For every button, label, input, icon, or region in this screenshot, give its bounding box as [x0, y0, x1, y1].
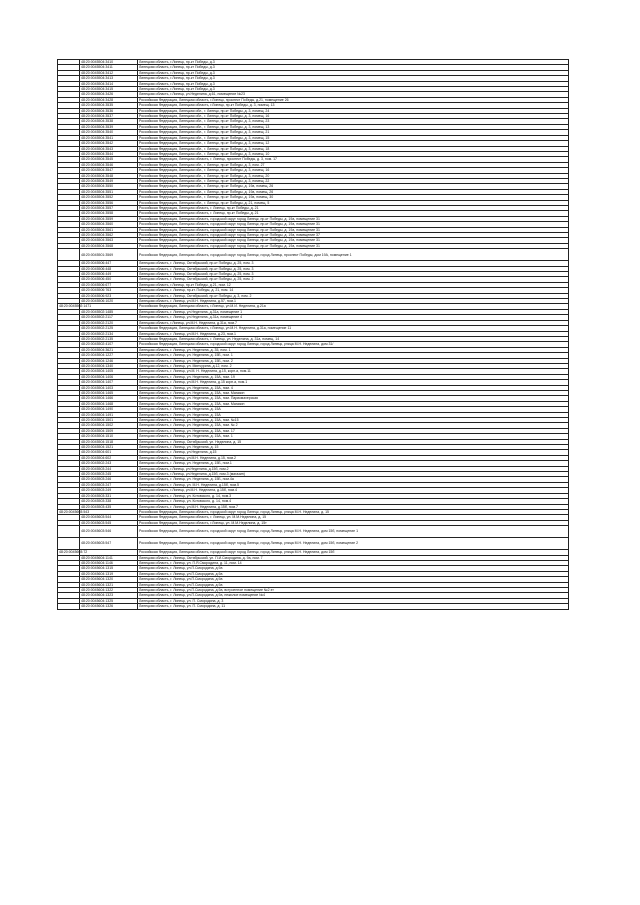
address-cell: Российская Федерация, Липецкая обл., г. Липецк, пр-кт Победы, д. 19а, помещ. 30 [138, 195, 569, 200]
cadastral-number-cell: 48:20:0045503:246 [80, 477, 138, 482]
cadastral-number-cell: 48:20:0045504:3621 [80, 347, 138, 352]
address-cell: Российская Федерация, Липецкая область, г.Липецк, ул.М.И. Неделина, д.21а [138, 304, 569, 309]
cadastral-number-cell: 48:20:0045504:3413 [80, 76, 138, 81]
cadastral-number-cell: 48:20:0045504:3546 [80, 162, 138, 167]
cadastral-number-cell: 48:20:0045506:450 [80, 277, 138, 282]
address-cell: Липецкая область, г. Липецк, ул. Неделина, д. 15Б, пом. 1 [138, 353, 569, 358]
address-cell: Липецкая область, г. Липецк, ул. Котовского, д. 14, пом.4 [138, 499, 569, 504]
cadastral-number-cell: 48:20:0045504:1518 [80, 439, 138, 444]
cadastral-number-cell: 48:20:0045504:1227 [80, 353, 138, 358]
cadastral-number-cell: 48:20:0045504:3559 [80, 216, 138, 221]
address-cell: Липецкая область, г. Липецк, Октябрьский, пр-кт Победы, д. 25, пом. 3 [138, 266, 569, 271]
address-cell: Липецкая область, г. Липецк, ул.М.Н. Неделина, д.15, пом.2 [138, 455, 569, 460]
cadastral-number-cell: 48:20:0045502:2120 [80, 320, 138, 325]
address-cell: Липецкая область, г. Липецк, ул. Неделина, д. 15 [138, 445, 569, 450]
cadastral-number-cell: 48:20:0045501:3569 [80, 249, 138, 261]
cadastral-number-cell: 48:20:0045604:1323 [80, 593, 138, 598]
address-cell: Российская Федерация, Липецкая область, городской округ город Липецк, пр-кт Победы, д. 19а, помещение 31 [138, 222, 569, 227]
address-cell: Российская Федерация, Липецкая область, городской округ город Липецк, пр-кт Победы, д. 19а, помещение 31 [138, 216, 569, 221]
cadastral-number-cell: 48:20:0045604:1321 [80, 582, 138, 587]
cadastral-number-cell: 48:20:0045604:1141 [80, 555, 138, 560]
cadastral-number-cell: 48:20:0045504:3551 [80, 189, 138, 194]
address-cell: Российская Федерация, Липецкая область, городской округ город Липецк, город Липецк, улица М.Н. Неделина, дом 15б, помещение 2 [138, 538, 569, 550]
address-cell: Липецкая область, г. Липецк, ул. Котовского, д. 14, пом.3 [138, 493, 569, 498]
cadastral-number-cell: 48:20:0045506:763 [80, 288, 138, 293]
address-cell: Липецкая область, г. Липецк, ул. Неделина, д. 15А, пом. 4 [138, 385, 569, 390]
address-cell: Российская Федерация, Липецкая обл., г. Липецк, пр-кт Победы, д. 3, помещ. 13 [138, 124, 569, 129]
address-cell: Российская Федерация, Липецкая область, г.Липецк, ул. М.М.Неделина, д. 15т [138, 520, 569, 525]
cadastral-number-cell: 48:20:0045504:1509 [80, 428, 138, 433]
cadastral-number-cell: 48:20:0045603:544 [80, 515, 138, 520]
cadastral-number-cell: 48:20:0045504:3544 [80, 151, 138, 156]
address-cell: Российская Федерация, Липецкая область, городской округ город Липецк, пр-кт Победы, д. 19а, помещение 37 [138, 233, 569, 238]
cadastral-number-cell: 48:20:0045504:3535 [80, 103, 138, 108]
address-cell: Липецкая область, г. Липецк, ул.М.Н. Неделина, д.15 корп.а, пом.1 [138, 380, 569, 385]
address-cell: Липецкая область, г. Липецк, ул.М.Н. Неделина, д.23, пом.1 [138, 331, 569, 336]
address-cell: Российская Федерация, Липецкая обл., г. Липецк, пр-кт Победы, д. 3, помещ. 12 [138, 141, 569, 146]
cadastral-number-cell: 48:20:0045604:1322 [80, 587, 138, 592]
address-cell: Российская Федерация, Липецкая обл., г. Липецк, пр-кт Победы, д. 3, помещ. 10 [138, 151, 569, 156]
address-cell: Липецкая область, г. Липецк, Октябрьский, пр-кт Победы, д. 25, пом. 3 [138, 261, 569, 266]
cadastral-number-cell: 48:20:0045503:247 [80, 482, 138, 487]
cadastral-number-cell: 48:20:0045504:3543 [80, 146, 138, 151]
cadastral-number-cell: 48:20:0045503:249 [80, 488, 138, 493]
address-cell: Липецкая область, г. Липецк, ул.М. Н. Неделина, д.15, корп.а, пом.11 [138, 369, 569, 374]
cadastral-number-cell: 48:20:0045504:3563 [80, 238, 138, 243]
cadastral-number-cell: 48:20:0045502:1485 [80, 309, 138, 314]
cadastral-number-cell: 48:20:0045502:4107 [80, 342, 138, 347]
cadastral-number-cell: 48:20:0045504:1466 [80, 396, 138, 401]
address-cell: Российская Федерация, Липецкая область, городской округ город Липецк, город Липецк, улица М.Н. Неделина, дом 31/ [138, 342, 569, 347]
address-cell: Липецкая область, г. Липецк, ул.П.Смородина, д.9а [138, 566, 569, 571]
cadastral-number-cell: 48:20:0045506:447 [80, 261, 138, 266]
address-cell: Российская Федерация, Липецкая область, г. Липецк, пр-кт Победы, д. 21 [138, 205, 569, 210]
address-cell: Липецкая область, г. Липецк, ул.П.Смородина, д.9а [138, 582, 569, 587]
cadastral-number-cell: 48:20:0045504:3537 [80, 114, 138, 119]
address-cell: Липецкая область, г. Липецк, Октябрьский, пр-кт Победы, д. 25, пом. 3 [138, 272, 569, 277]
address-cell: Российская Федерация, Липецкая обл., г. Липецк, пр-кт Победы, д. 3, помещ. 22 [138, 178, 569, 183]
cadastral-number-cell: 48:20:0045504:3411 [80, 65, 138, 70]
address-cell: Российская Федерация, Липецкая область, городской округ город Липецк, город Липецк, проспект Победы, дом 19А, помещение 1 [138, 249, 569, 261]
address-cell: Липецкая область, г. Липецк, ул.П.Смородина, д.9а, нежилое помещение №4 [138, 593, 569, 598]
address-cell: Липецкая область, г. Липецк, ул.Неделина, д.31а, помещение 1 [138, 309, 569, 314]
object-id-cell: 48:20:0045603:543 [59, 509, 90, 514]
cadastral-number-cell: 48:20:0045504:3414 [80, 81, 138, 86]
address-cell: Липецкая область, г. Липецк, ул.Неделина, д.15 [138, 450, 569, 455]
cadastral-number-cell: 48:20:0045504:3568 [80, 243, 138, 248]
address-cell: Липецкая область, г. Липецк, ул.М.Н. Неделина, д.15б, пом.7 [138, 504, 569, 509]
address-cell: Российская Федерация, Липецкая область, городской округ город Липецк, город Липецк, улица М.Н. Неделина, д. 15 [138, 509, 569, 514]
address-cell: Липецкая область, г. Липецк, ул.П.Смородина, д.9а [138, 571, 569, 576]
cadastral-number-cell: 48:20:0045506:677 [80, 282, 138, 287]
table-row [58, 604, 569, 609]
address-cell: Липецкая область, г. Липецк, Октябрьский, ул. Неделина, д. 15 [138, 439, 569, 444]
cadastral-number-cell: 48:20:0045604:1146 [80, 560, 138, 565]
address-cell: Липецкая область, г.Липецк, ул.Неделина, д.15б, пом.2 [138, 466, 569, 471]
address-cell: Липецкая область, г. Липецк, Октябрьский, пр-кт Победы, д. 3, пом. 2 [138, 293, 569, 298]
cadastral-number-cell: 48:20:0045504:3428 [80, 97, 138, 102]
address-cell: Липецкая область, г.Липецк, пр-кт Победы, д.3 [138, 87, 569, 92]
address-cell: Российская Федерация, Липецкая область, г. Липецк, проспект Победы, д. 3, пом. 17 [138, 157, 569, 162]
address-cell: Российская Федерация, Липецкая обл., г. Липецк, пр-кт Победы, д. 3, помещ. 20 [138, 173, 569, 178]
cadastral-number-cell: 48:20:0045504:3545 [80, 157, 138, 162]
object-id-cell [58, 526, 80, 538]
address-cell: Липецкая область, г.Липецк, пр-кт Победы, д.3 [138, 81, 569, 86]
cadastral-number-cell: 48:20:0045504:3562 [80, 233, 138, 238]
cadastral-number-cell: 48:20:0045503:244 [80, 466, 138, 471]
cadastral-number-cell: 48:20:0045506:923 [80, 293, 138, 298]
cadastral-number-cell: 48:20:0045504:602 [80, 455, 138, 460]
address-cell: Российская Федерация, Липецкая обл., г. Липецк, пр-кт Победы, д. 21, помещ. 5 [138, 200, 569, 205]
address-cell: Российская Федерация, Липецкая область, городской округ город Липецк, пр-кт Победы, д. 19а, помещение 31 [138, 238, 569, 243]
address-cell: Липецкая область, г. Липецк, ул. Неделина, д. 15А, пом. Магазин [138, 390, 569, 395]
address-cell: Российская Федерация, Липецкая область, г. Липецк, ул. М.М.Неделина, д. 15 [138, 515, 569, 520]
address-cell: Российская Федерация, Липецкая обл., г. Липецк, пр-кт Победы, д. 3, помещ. 16 [138, 168, 569, 173]
registry-table [57, 59, 569, 610]
address-cell: Липецкая область, г. Липецк, ул. Неделина, д. 15Б, пом.4а [138, 477, 569, 482]
cadastral-number-cell: 48:20:0045504:3412 [80, 70, 138, 75]
address-cell: Липецкая область, г.Липецк, пр-кт Победы, д.3 [138, 65, 569, 70]
cadastral-number-cell: 48:20:0045502:2125 [80, 326, 138, 331]
address-cell: Липецкая область, г. Липецк, ул.Неделина, д.31а, помещение 4 [138, 315, 569, 320]
cadastral-number-cell: 48:20:0045504:1405 [80, 369, 138, 374]
cadastral-number-cell: 48:20:0045604:1325 [80, 598, 138, 603]
address-cell: Липецкая область, г. Липецк, ул.М.Н. Неделина, д.57, пом.1 [138, 299, 569, 304]
cadastral-number-cell: 48:20:0045503:245 [80, 472, 138, 477]
cadastral-number-cell: 48:20:0045604:1315 [80, 566, 138, 571]
address-cell: Липецкая область, г. Липецк, ул. Неделина, д. 15А, пом. №15 [138, 418, 569, 423]
cadastral-number-cell: 48:20:0045504:3556 [80, 200, 138, 205]
address-cell: Липецкая область, г. Липецк, ул.П.Смородина, д.9а, встроенное помещение №2 эт [138, 587, 569, 592]
cadastral-number-cell: 48:20:0045504:3538 [80, 119, 138, 124]
cadastral-number-cell: 48:20:0045502:2117 [80, 315, 138, 320]
cadastral-number-cell: 48:20:0045504:1490 [80, 407, 138, 412]
address-cell: Липецкая область, г. Липецк, ул. Неделина, д. 35, пом. 1 [138, 347, 569, 352]
cadastral-number-cell: 48:20:0045502:2135 [80, 336, 138, 341]
cadastral-number-cell: 48:20:0045603:546 [80, 526, 138, 538]
address-cell: Липецкая область, г. Липецк, ул. Неделина, д. 15А [138, 412, 569, 417]
object-id-cell: 48:20:0045502:1471 [59, 304, 92, 309]
cadastral-number-cell: 48:20:0045506:449 [80, 272, 138, 277]
address-cell: Российская Федерация, Липецкая область, городской округ город Липецк, город Липецк, улица М.Н. Неделина, дом 15б, помещение 1 [138, 526, 569, 538]
cadastral-number-cell: 48:20:0045504:1491 [80, 412, 138, 417]
cadastral-number-cell: 48:20:0045504:3548 [80, 173, 138, 178]
address-cell: Липецкая область, г. Липецк, ул. П.Я.Смородина, д. 11, пом. 14 [138, 560, 569, 565]
cadastral-number-cell: 48:20:0045504:3550 [80, 184, 138, 189]
cadastral-number-cell: 48:20:0045603:545 [80, 520, 138, 525]
cadastral-number-cell: 48:20:0045504:1465 [80, 390, 138, 395]
address-cell: Липецкая область, г.Липецк, пр-кт Победы, д.3 [138, 70, 569, 75]
address-cell: Липецкая область, г. Липецк, ул. П. Смородина, д. 11 [138, 604, 569, 609]
address-cell: Российская Федерация, Липецкая обл., г. Липецк, пр-кт Победы, д. 3, помещ. 23 [138, 119, 569, 124]
address-cell: Липецкая область, г. Липецк, ул. П. Смородина, д. 3 [138, 598, 569, 603]
address-cell: Российская Федерация, Липецкая область, городской округ город Липецк, пр-кт Победы, д. 19а, помещение 31 [138, 243, 569, 248]
cadastral-number-cell: 48:20:0045504:3560 [80, 222, 138, 227]
cadastral-number-cell: 48:20:0045604:1319 [80, 571, 138, 576]
object-id-cell [58, 604, 80, 609]
address-cell: Липецкая область, г. Липецк, Октябрьский, пр-кт Победы, д. 25, пом. 2 [138, 277, 569, 282]
address-cell: Российская Федерация, Липецкая область, городской округ город Липецк, город Липецк, улица М.Н. Неделина, дом 15б [138, 550, 569, 555]
cadastral-number-cell: 48:20:0045504:1510 [80, 434, 138, 439]
address-cell: Липецкая область, г.Липецк, пр-кт Победы, д.21, пом. 12 [138, 282, 569, 287]
cadastral-number-cell: 48:20:0045504:3415 [80, 87, 138, 92]
address-cell: Российская Федерация, Липецкая обл., г. Липецк, пр-кт Победы, д. 3, помещ. 24 [138, 108, 569, 113]
cadastral-number-cell: 48:20:0045504:3536 [80, 108, 138, 113]
address-cell: Российская Федерация, Липецкая обл., г. Липецк, пр-кт Победы, д. 19а, помещ. 26 [138, 189, 569, 194]
cadastral-number-cell: 48:20:0045504:3542 [80, 141, 138, 146]
cadastral-number-cell: 48:20:0045504:3549 [80, 178, 138, 183]
address-cell: Липецкая область, г. Липецк, ул. Неделина, д. 15А, пом. 17 [138, 428, 569, 433]
cadastral-number-cell: 48:20:0045504:1502 [80, 423, 138, 428]
address-cell: Российская Федерация, Липецкая обл., г. Липецк, пр-кт Победы, д. 3, помещ. 15 [138, 135, 569, 140]
address-cell: Липецкая область, г. Липецк, ул. Неделина, д. 15Б, пом. 2 [138, 358, 569, 363]
address-cell: Липецкая область, г. Липецк, ул. Неделина, д. 15А, пом. 1 [138, 434, 569, 439]
cadastral-number-cell: 48:20:0045504:3539 [80, 124, 138, 129]
address-cell: Липецкая область, г. Липецк, ул. Неделина, д. 15А, пом. Парикмахерская [138, 396, 569, 401]
address-cell: Липецкая область, г. Липецк, пр-кт. Победы, д. 21, пом. 14 [138, 288, 569, 293]
cadastral-number-cell: 48:20:0045504:601 [80, 450, 138, 455]
cadastral-number-cell: 48:20:0045503:331 [80, 493, 138, 498]
cadastral-number-cell: 48:20:0045502:2134 [80, 331, 138, 336]
cadastral-number-cell: 48:20:0045503:435 [80, 504, 138, 509]
cadastral-number-cell: 48:20:0045504:3410 [80, 60, 138, 65]
address-cell: Липецкая область, г.Липецк, ул.М.Н. Неделина, д.15б, пом.4 [138, 488, 569, 493]
table-row [58, 526, 569, 538]
table-row [58, 249, 569, 261]
cadastral-number-cell: 48:20:0045504:1468 [80, 401, 138, 406]
cadastral-number-cell: 48:20:0045504:3552 [80, 195, 138, 200]
address-cell: Липецкая область, г.Липецк, пр-кт Победы, д.3 [138, 60, 569, 65]
cadastral-number-cell: 48:20:0045506:448 [80, 266, 138, 271]
address-cell: Российская Федерация, Липецкая область, г.Липецк, проспект Победы, д.21, помещение 26 [138, 97, 569, 102]
cadastral-number-cell: 48:20:0045604:1326 [80, 604, 138, 609]
address-cell: Российская Федерация, Липецкая область, г.Липецк, пр-кт Победы, д. 3, помещ. 13 [138, 103, 569, 108]
address-cell: Липецкая область, г. Липецк, ул. М.Н. Неделина, д.15б, пом.5 [138, 482, 569, 487]
cadastral-number-cell: 48:20:0045504:1340 [80, 363, 138, 368]
address-cell: Липецкая область, г.Липецк, ул.Неделина, д.61, помещение №23 [138, 92, 569, 97]
cadastral-number-cell: 48:20:0045504:3561 [80, 227, 138, 232]
address-cell: Липецкая область, г. Липецк, ул. Неделина, д. 15А, пом. Магазин [138, 401, 569, 406]
cadastral-number-cell: 48:20:0045504:3547 [80, 168, 138, 173]
cadastral-number-cell: 48:20:0045503:338 [80, 499, 138, 504]
cadastral-number-cell: 48:20:0045504:1246 [80, 358, 138, 363]
address-cell: Российская Федерация, Липецкая обл., г. Липецк, пр-кт Победы, д. 3, пом. 27 [138, 162, 569, 167]
address-cell: Липецкая область, г. Липецк, ул. Неделина, д. 15А, пом. № 2 [138, 423, 569, 428]
address-cell: Липецкая область, г.Липецк, ул.М.Н. Неделина, д.31а, пом.7 [138, 320, 569, 325]
address-cell: Липецкая область, г. Липецк, ул. Минчурина, д.12, пом. 2 [138, 363, 569, 368]
address-cell: Российская Федерация, Липецкая обл., г. Липецк, пр-кт Победы, д. 3, помещ. 16 [138, 114, 569, 119]
cadastral-number-cell: 48:20:0045504:1521 [80, 445, 138, 450]
address-cell: Липецкая область, г. Липецк, ул. Неделина, д. 15А [138, 407, 569, 412]
cadastral-number-cell: 48:20:0045502:243 [80, 461, 138, 466]
address-cell: Российская Федерация, Липецкая обл., г. Липецк, пр-кт Победы, д. 3, помещ. 21 [138, 130, 569, 135]
cadastral-number-cell: 48:20:0045504:3541 [80, 135, 138, 140]
cadastral-number-cell: 48:20:0045504:3558 [80, 211, 138, 216]
object-id-cell: 48:20:0045603:72 [59, 550, 88, 555]
address-cell: Российская Федерация, Липецкая область, г. Липецк, ул. Неделина, д. 31а, помещ. 14 [138, 336, 569, 341]
address-cell: Липецкая область, г. Липецк, Октябрьский, ул. П.И.Смородина, д. 9а, пом. 7 [138, 555, 569, 560]
table-row [58, 538, 569, 550]
address-cell: Российская Федерация, Липецкая область, г. Липецк, пр-кт Победы, д. 21 [138, 211, 569, 216]
address-cell: Липецкая область, г. Липецк, ул. Неделина, д. 15Б, пом.1 [138, 461, 569, 466]
cadastral-number-cell: 48:20:0045504:1407 [80, 380, 138, 385]
cadastral-number-cell: 48:20:0045504:3540 [80, 130, 138, 135]
address-cell: Российская Федерация, Липецкая обл., г. Липецк, пр-кт Победы, д. 3, помещ. 18 [138, 146, 569, 151]
address-cell: Липецкая область, г. Липецк, ул. Неделина, д. 15А, пом. 19 [138, 374, 569, 379]
object-id-cell [58, 249, 80, 261]
cadastral-number-cell: 48:20:0045506:1020 [80, 299, 138, 304]
registry-table-body [58, 60, 569, 610]
address-cell: Липецкая область, г.Липецк, пр-кт Победы, д.3 [138, 76, 569, 81]
cadastral-number-cell: 48:20:0045504:1406 [80, 374, 138, 379]
cadastral-number-cell: 48:20:0045604:1320 [80, 577, 138, 582]
cadastral-number-cell: 48:20:0045603:547 [80, 538, 138, 550]
cadastral-number-cell: 48:20:0045504:3426 [80, 92, 138, 97]
address-cell: Российская Федерация, Липецкая область, г.Липецк, ул.М.Н. Неделина, д.31а, помещение 11 [138, 326, 569, 331]
address-cell: Российская Федерация, Липецкая область, городской округ город Липецк, пр-кт Победы, д. 19а, помещение 31 [138, 227, 569, 232]
address-cell: Липецкая область, г.Липецк, ул.Неделина, д.15б, пом.3 (магазин) [138, 472, 569, 477]
address-cell: Российская Федерация, Липецкая обл., г. Липецк, пр-кт Победы, д. 19а, помещ. 26 [138, 184, 569, 189]
cadastral-number-cell: 48:20:0045504:3557 [80, 205, 138, 210]
cadastral-number-cell: 48:20:0045504:1501 [80, 418, 138, 423]
object-id-cell [58, 538, 80, 550]
address-cell: Липецкая область, г. Липецк, ул.П.Смородина, д.9а [138, 577, 569, 582]
cadastral-number-cell: 48:20:0045504:1403 [80, 385, 138, 390]
registry-sheet [57, 59, 561, 843]
